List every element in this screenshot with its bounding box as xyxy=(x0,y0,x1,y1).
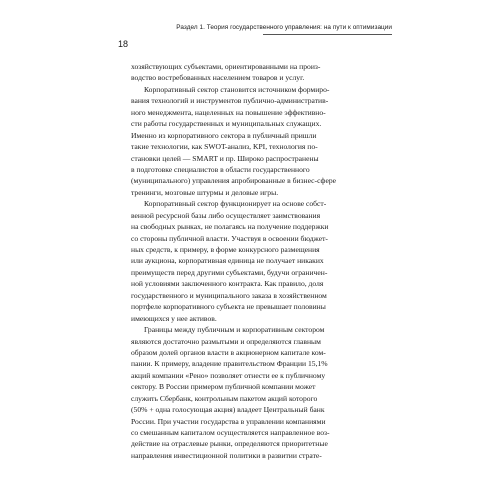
text-line: России. При участии государства в управлении компаниями xyxy=(131,416,326,426)
text-line: Границы между публичным и корпоративным сектором xyxy=(144,325,325,335)
text-line: (50% + одна голосующая акция) владеет Центральный банк xyxy=(131,405,325,415)
text-line: сти работы государственных и муниципальных служащих. xyxy=(131,119,322,129)
text-line: ного менеджмента, нацеленных на повышение эффективно- xyxy=(131,107,326,117)
paragraph xyxy=(131,324,390,461)
text-line: акций компании «Рено» позволяет отнести ее к публичному xyxy=(131,370,326,380)
text-line: направления инвестиционной политики в развитии страте- xyxy=(131,450,322,460)
text-line: хозяйствующих субъектами, ориентированными на произ- xyxy=(131,62,321,71)
text-line: являются достаточно размытыми и определяются главным xyxy=(131,336,321,346)
body-text xyxy=(131,61,390,461)
text-line: преимуществ перед другими субъектами, будучи ограничен- xyxy=(131,267,328,277)
text-line: вания технологий и инструментов публично-административ- xyxy=(131,96,329,106)
text-line: сектору. В России примером публичной компании может xyxy=(131,382,316,392)
text-line: пании. К примеру, владение правительством Франции 15,1% xyxy=(131,359,328,369)
text-line: действие на отраслевые рынки, определяются приоритетные xyxy=(131,439,328,449)
text-line: со смешанным капиталом осуществляется направленное воз- xyxy=(131,428,330,437)
text-line: или аукциона, корпоративная единица не получает никаких xyxy=(131,256,324,266)
text-line: ной условиями заключенного контракта. Как правило, доля xyxy=(131,279,324,289)
text-line: имеющихся у нее активов. xyxy=(131,313,217,323)
text-line: Корпоративный сектор функционирует на основе собст- xyxy=(144,199,327,209)
text-line: со стороны публичной власти. Участвуя в освоении бюджет- xyxy=(131,233,328,243)
text-line: в подготовке специалистов в области государственного xyxy=(131,164,310,174)
paragraph xyxy=(131,84,390,198)
text-line: водство востребованных населением товаров и услуг. xyxy=(131,73,305,83)
paragraph xyxy=(131,61,390,84)
text-line: ных средств, к примеру, в форме конкурсного размещения xyxy=(131,245,320,254)
text-line: такие технологии, как SWOT-анализ, KPI, технология по- xyxy=(131,142,318,152)
paragraph xyxy=(131,198,390,324)
text-line: образом долей органов власти в акционерном капитале ком- xyxy=(131,347,326,357)
text-line: становки целей — SMART и пр. Широко распространены xyxy=(131,153,319,163)
text-line: служить Сбербанк, контрольным пакетом акций которого xyxy=(131,393,318,403)
text-line: на свободных рынках, не полагаясь на получение поддержки xyxy=(131,222,329,232)
text-line: портфеле корпоративного субъекта не превышает половины xyxy=(131,302,326,312)
text-line: Именно из корпоративного сектора в публичный пришли xyxy=(131,130,317,140)
text-line: Корпоративный сектор становится источником формиро- xyxy=(144,84,330,94)
running-title: Раздел 1. Теория государственного управления: на пути к оптимизации xyxy=(176,24,392,31)
text-line: тренинги, мозговые штурмы и деловые игры. xyxy=(131,187,279,197)
page-number: 18 xyxy=(118,39,129,49)
text-line: государственного и муниципального заказа в хозяйственном xyxy=(131,290,327,300)
text-line: венной ресурсной базы либо осуществляет заимствования xyxy=(131,210,321,220)
header-rule xyxy=(263,34,392,35)
text-line: (муниципального) управления апробированные в бизнес-сфере xyxy=(131,176,337,186)
page-header xyxy=(118,20,392,54)
